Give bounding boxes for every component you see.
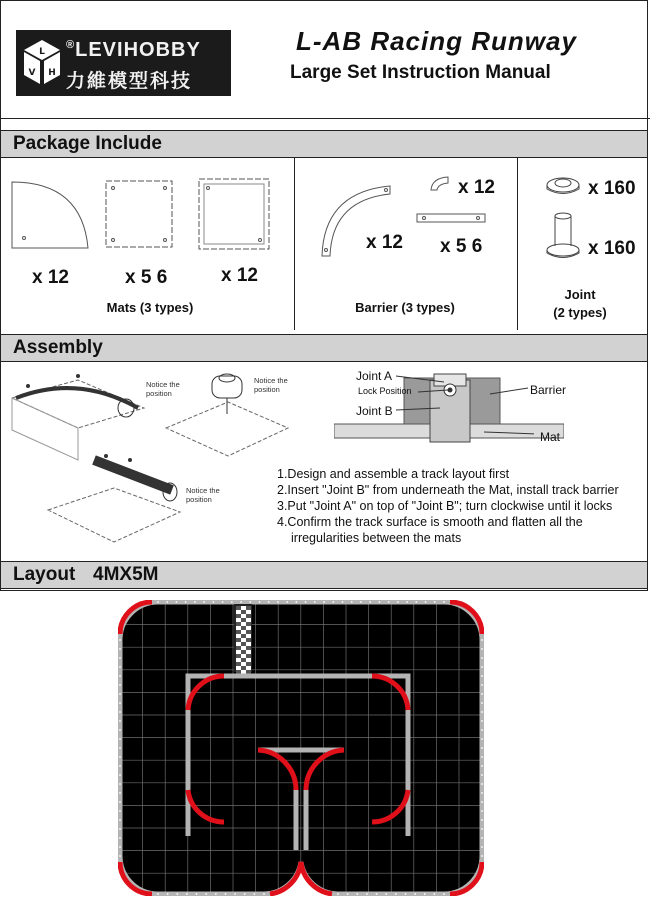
barrier-joint-dot [119,783,121,785]
callout-barrier: Barrier [530,383,567,397]
callout-mat: Mat [540,430,561,444]
barrier-joint-dot [215,893,217,895]
barrier-joint-dot [481,657,483,659]
checker-square [241,638,246,642]
checker-square [236,646,241,650]
checker-square [246,634,251,638]
brand-mark: ® [66,39,76,51]
barrier-joint-dot [119,702,121,704]
barrier-joint-dot [366,893,368,895]
barrier-joint-dot [263,893,265,895]
barrier-joint-dot [481,666,483,668]
checker-square [241,654,246,658]
barrier-joint-dot [481,855,483,857]
header-divider [0,118,650,119]
barrier-joint-dot [157,893,159,895]
checker-square [236,622,241,626]
barrier-joint-dot [433,893,435,895]
barrier-joint-dot [347,893,349,895]
notice-label-3: Notice the position [186,486,220,504]
checker-square [241,610,246,614]
barrier-joint-dot [481,729,483,731]
page-title: L-AB Racing Runway [296,26,577,56]
assembly-band [1,334,647,362]
barrier-joint-dot [212,601,214,603]
checker-square [246,626,251,630]
barrier-joint-dot [385,893,387,895]
quarter-mat-icon [10,178,90,250]
barrier-joint-dot [119,810,121,812]
joint-b-quantity: x 160 [588,238,636,259]
barrier-caption: Barrier (3 types) [355,300,455,315]
barrier-joint-dot [481,792,483,794]
barrier-joint-dot [119,792,121,794]
checker-square [246,670,251,674]
checker-square [246,642,251,646]
callout-joint-a: Joint A [356,369,393,383]
checker-square [241,670,246,674]
brand-chinese-name: 力維模型科技 [66,70,193,92]
barrier-joint-dot [119,756,121,758]
barrier-joint-dot [481,711,483,713]
brand-name [66,39,201,62]
barrier-joint-dot [481,846,483,848]
barrier-joint-dot [119,801,121,803]
checker-square [236,638,241,642]
barrier-joint-dot [119,828,121,830]
checker-square [241,622,246,626]
barrier-joint-dot [119,819,121,821]
barrier-joint-dot [481,639,483,641]
package-include-heading: Package Include [13,133,162,154]
svg-text:L: L [39,47,45,57]
barrier-joint-dot [194,601,196,603]
barrier-joint-dot [415,601,417,603]
assembly-step-4: 4.Confirm the track surface is smooth and flatten all the [277,515,583,529]
barrier-joint-dot [379,601,381,603]
barrier-joint-dot [425,601,427,603]
barrier-quantity-straight: x 5 6 [440,236,483,257]
barrier-joint-dot [253,893,255,895]
barrier-joint-dot [332,601,334,603]
checker-square [236,630,241,634]
barrier-joint-dot [240,601,242,603]
barrier-joint-dot [424,893,426,895]
barrier-joint-dot [234,893,236,895]
checker-square [236,662,241,666]
checker-square [236,614,241,618]
joint-caption-2: (2 types) [553,305,607,320]
checker-square [246,646,251,650]
barrier-joint-dot [119,720,121,722]
barrier-joint-dot [305,601,307,603]
mat-quantity-quarter: x 12 [32,267,69,288]
checker-square [241,666,246,670]
track-layout-map [118,600,484,896]
barrier-joint-dot [244,893,246,895]
barrier-joint-dot [481,837,483,839]
assembly-step-1: 1.Design and assemble a track layout first [277,467,510,481]
checker-square [236,670,241,674]
layout-band [1,561,647,589]
package-divider-1 [294,158,295,330]
checker-square [241,646,246,650]
logo-cube-icon [22,38,62,88]
barrier-joint-dot [185,601,187,603]
checker-square [241,642,246,646]
assembly-step-3: 3.Put "Joint A" on top of "Joint B"; turn clockwise until it locks [277,499,613,513]
barrier-joint-dot [342,601,344,603]
package-divider-2 [517,158,518,330]
barrier-joint-dot [481,720,483,722]
barrier-joint-dot [167,893,169,895]
barrier-joint-dot [481,819,483,821]
assembly-drawing-straight [44,450,184,554]
barrier-joint-dot [481,693,483,695]
checker-square [241,658,246,662]
barrier-joint-dot [119,693,121,695]
checker-square [241,626,246,630]
joint-a-icon [545,172,581,200]
edge-mat-icon [196,176,272,252]
barrier-joint-dot [481,783,483,785]
barrier-joint-dot [481,828,483,830]
barrier-joint-dot [176,601,178,603]
mat-quantity-square: x 5 6 [125,267,168,288]
barrier-joint-dot [119,666,121,668]
barrier-joint-dot [205,893,207,895]
barrier-joint-dot [406,601,408,603]
barrier-joint-dot [397,601,399,603]
barrier-joint-dot [388,601,390,603]
barrier-joint-dot [119,765,121,767]
svg-text:V: V [28,68,36,78]
barrier-joint-dot [119,648,121,650]
checker-square [241,662,246,666]
barrier-joint-dot [395,893,397,895]
checker-square [246,614,251,618]
barrier-joint-dot [231,601,233,603]
barrier-joint-dot [369,601,371,603]
barrier-joint-dot [259,601,261,603]
barrier-joint-dot [119,639,121,641]
layout-heading: Layout [13,564,76,585]
checker-square [246,622,251,626]
checker-square [236,634,241,638]
barrier-joint-dot [286,601,288,603]
barrier-joint-dot [337,893,339,895]
callout-leader-lines [394,374,534,444]
checker-square [241,618,246,622]
barrier-joint-dot [481,702,483,704]
mats-caption: Mats (3 types) [106,300,194,315]
barrier-joint-dot [119,774,121,776]
package-include-band [1,130,647,158]
checker-square [241,630,246,634]
barrier-joint-dot [119,837,121,839]
barrier-joint-dot [481,747,483,749]
barrier-joint-dot [119,684,121,686]
barrier-joint-dot [119,711,121,713]
barrier-joint-dot [119,846,121,848]
barrier-joint-dot [176,893,178,895]
assembly-step-2: 2.Insert "Joint B" from underneath the Mat, install track barrier [277,483,619,497]
callout-joint-b: Joint B [356,404,393,418]
checker-square [236,606,241,610]
mat-quantity-edge: x 12 [221,265,258,286]
checker-square [246,630,251,634]
notice-label-2: Notice the position [254,376,288,394]
barrier-joint-dot [481,801,483,803]
barrier-joint-dot [481,774,483,776]
barrier-joint-dot [119,675,121,677]
barrier-joint-dot [356,893,358,895]
checker-square [246,638,251,642]
joint-a-quantity: x 160 [588,178,636,199]
barrier-joint-dot [481,756,483,758]
checker-square [236,658,241,662]
checker-square [236,650,241,654]
checker-square [241,606,246,610]
barrier-joint-dot [351,601,353,603]
barrier-joint-dot [443,601,445,603]
checker-square [241,634,246,638]
barrier-joint-dot [434,601,436,603]
checker-square [246,662,251,666]
barrier-joint-dot [119,729,121,731]
brand-word: LEVIHOBBY [75,39,201,61]
barrier-joint-dot [376,893,378,895]
barrier-joint-dot [249,601,251,603]
straight-barrier-icon [416,212,486,224]
barrier-joint-dot [295,601,297,603]
assembly-step-4-continued: irregularities between the mats [291,531,462,545]
checker-square [241,614,246,618]
barrier-joint-dot [196,893,198,895]
assembly-heading: Assembly [13,337,103,358]
barrier-joint-dot [119,855,121,857]
checker-square [246,618,251,622]
brand-logo [16,30,231,96]
checker-square [236,642,241,646]
checker-square [246,610,251,614]
checker-square [236,618,241,622]
barrier-joint-dot [481,684,483,686]
checker-square [236,666,241,670]
barrier-joint-dot [360,601,362,603]
checker-square [246,658,251,662]
barrier-joint-dot [314,601,316,603]
barrier-quantity-corner: x 12 [458,177,495,198]
checker-square [246,650,251,654]
barrier-joint-dot [225,893,227,895]
barrier-joint-dot [323,601,325,603]
barrier-joint-dot [481,738,483,740]
checker-square [246,654,251,658]
barrier-joint-dot [277,601,279,603]
barrier-joint-dot [222,601,224,603]
checker-square [246,606,251,610]
corner-barrier-icon [428,174,452,192]
barrier-joint-dot [186,893,188,895]
checker-square [236,626,241,630]
notice-label-1: Notice the position [146,380,180,398]
svg-text:H: H [48,68,56,78]
barrier-joint-dot [405,893,407,895]
checker-square [236,610,241,614]
barrier-joint-dot [481,675,483,677]
barrier-joint-dot [157,601,159,603]
page-subtitle: Large Set Instruction Manual [290,62,551,83]
barrier-joint-dot [166,601,168,603]
joint-b-icon [545,210,581,260]
square-mat-icon [103,178,175,250]
barrier-joint-dot [268,601,270,603]
barrier-joint-dot [119,738,121,740]
barrier-joint-dot [481,810,483,812]
barrier-joint-dot [481,765,483,767]
barrier-quantity-curved: x 12 [366,232,403,253]
barrier-joint-dot [119,657,121,659]
barrier-joint-dot [414,893,416,895]
joint-caption-1: Joint [564,287,596,302]
barrier-joint-dot [203,601,205,603]
barrier-joint-dot [119,747,121,749]
barrier-joint-dot [481,648,483,650]
barrier-joint-dot [443,893,445,895]
callout-lock-position: Lock Position [358,386,412,396]
checker-square [236,654,241,658]
layout-size: 4MX5M [93,564,159,585]
checker-square [246,666,251,670]
checker-square [241,650,246,654]
